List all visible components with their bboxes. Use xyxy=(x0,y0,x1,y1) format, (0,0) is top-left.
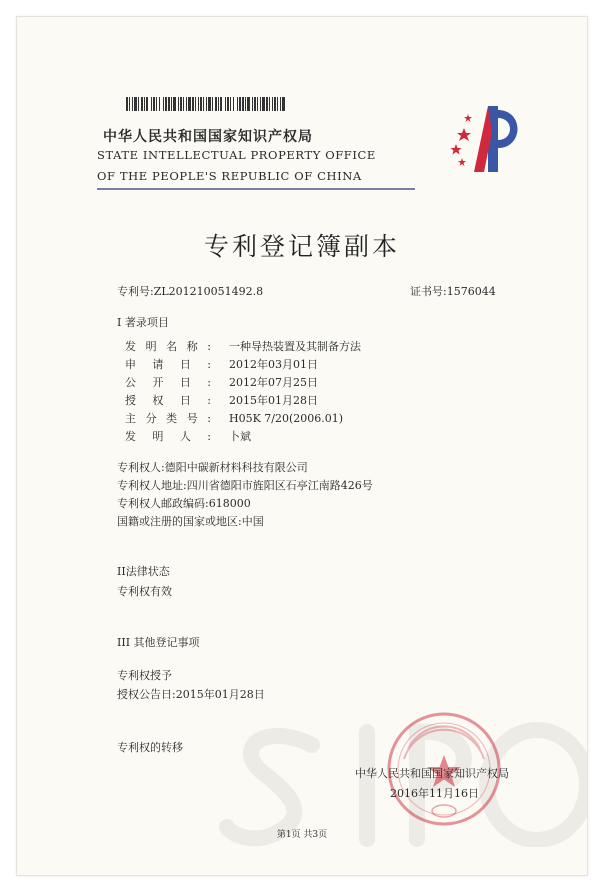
legal-status: 专利权有效 xyxy=(117,585,172,598)
field-label: 公开日: xyxy=(125,376,211,389)
patentee: 专利权人:德阳中碳新材料科技有限公司 xyxy=(117,461,308,474)
field-grant-date xyxy=(125,392,318,408)
field-invention-name xyxy=(125,338,361,354)
field-label: 发明名称: xyxy=(125,340,211,353)
field-inventor xyxy=(125,428,251,444)
office-name-cn: 中华人民共和国国家知识产权局 xyxy=(103,129,313,145)
section-3-heading: III 其他登记事项 xyxy=(117,636,200,649)
field-label: 主分类号: xyxy=(125,412,211,425)
section-1-heading: I 著录项目 xyxy=(117,316,169,329)
field-value: 2012年07月25日 xyxy=(229,376,318,389)
patent-number: 专利号:ZL201210051492.8 xyxy=(117,285,264,298)
field-main-classification xyxy=(125,410,343,426)
field-label: 发明人: xyxy=(125,430,211,443)
field-value: 2015年01月28日 xyxy=(229,394,318,407)
patentee-address: 专利权人地址:四川省德阳市旌阳区石亭江南路426号 xyxy=(117,479,373,492)
header-divider xyxy=(97,188,415,190)
field-label: 授权日: xyxy=(125,394,211,407)
document-title: 专利登记簿副本 xyxy=(203,232,400,261)
field-value: 一种导热装置及其制备方法 xyxy=(229,340,361,353)
document-page xyxy=(16,16,588,876)
transfer-heading: 专利权的转移 xyxy=(117,741,183,754)
field-value: H05K 7/20(2006.01) xyxy=(229,412,344,425)
section-2-heading: II法律状态 xyxy=(117,565,170,578)
barcode xyxy=(126,97,286,111)
field-application-date xyxy=(125,356,318,372)
page-number: 第1页 共3页 xyxy=(276,830,328,840)
field-publication-date xyxy=(125,374,318,390)
field-value: 2012年03月01日 xyxy=(229,358,318,371)
field-value: 卜斌 xyxy=(229,430,251,443)
field-label: 申请日: xyxy=(125,358,211,371)
issue-date: 2016年11月16日 xyxy=(390,787,479,800)
patentee-postal-code: 专利权人邮政编码:618000 xyxy=(117,497,251,510)
sipo-logo-icon xyxy=(444,102,524,182)
grant-announcement-date: 授权公告日:2015年01月28日 xyxy=(117,688,265,701)
patentee-country: 国籍或注册的国家或地区:中国 xyxy=(117,515,264,528)
issuer-name: 中华人民共和国国家知识产权局 xyxy=(355,767,509,780)
grant-heading: 专利权授予 xyxy=(117,669,172,682)
certificate-number: 证书号:1576044 xyxy=(410,285,496,298)
office-name-en-line1: STATE INTELLECTUAL PROPERTY OFFICE xyxy=(97,148,376,162)
office-name-en-line2: OF THE PEOPLE'S REPUBLIC OF CHINA xyxy=(97,169,362,183)
